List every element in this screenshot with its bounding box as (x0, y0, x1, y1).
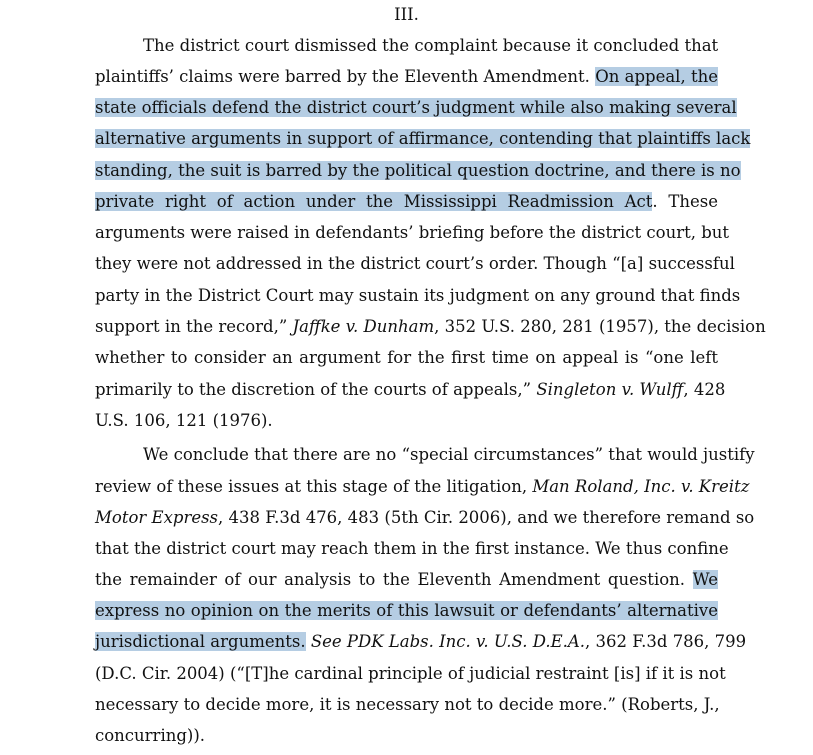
text-line: arguments were raised in defendants’ briefing before the district court, but (95, 223, 730, 242)
text-line: they were not addressed in the district court’s order. Though “[a] successful (95, 254, 735, 273)
text-line (95, 564, 718, 595)
highlighted-text[interactable]: alternative arguments in support of affirmance, contending that plaintiffs lack (95, 129, 751, 148)
text-run: primarily to the discretion of the courts of appeals,” (95, 380, 532, 399)
highlighted-text[interactable]: express no opinion on the merits of this lawsuit or defendants’ alternative (95, 601, 718, 620)
text-run: the remainder of our analysis to the Eleventh Amendment question. (95, 570, 686, 589)
section-heading: III. (394, 5, 419, 24)
text-line: whether to consider an argument for the first time on appeal is “one left (95, 348, 718, 367)
text-line (95, 123, 751, 154)
text-line (95, 155, 741, 186)
text-line (95, 186, 718, 217)
highlighted-text[interactable]: On appeal, the (595, 67, 718, 86)
highlighted-text[interactable]: state officials defend the district court’s judgment while also making several (95, 98, 737, 117)
case-citation: Motor Express (95, 508, 219, 527)
case-citation: Singleton v. Wulff (536, 380, 684, 399)
text-line (95, 471, 750, 502)
text-line (95, 311, 766, 342)
text-line: U.S. 106, 121 (1976). (95, 411, 273, 430)
text-line (95, 626, 747, 657)
text-line (95, 61, 718, 92)
text-line: (D.C. Cir. 2004) (“[T]he cardinal principle of judicial restraint [is] if it is not (95, 664, 726, 683)
highlighted-text[interactable]: standing, the suit is barred by the political question doctrine, and there is no (95, 161, 741, 180)
text-run: , 438 F.3d 476, 483 (5th Cir. 2006), and we therefore remand so (218, 508, 755, 527)
text-run: review of these issues at this stage of the litigation, (95, 477, 528, 496)
text-run: , 352 U.S. 280, 281 (1957), the decision (434, 317, 766, 336)
text-run: , 362 F.3d 786, 799 (585, 632, 747, 651)
text-line: concurring)). (95, 726, 206, 745)
text-run: support in the record,” (95, 317, 288, 336)
highlighted-text[interactable]: jurisdictional arguments. (95, 632, 306, 651)
text-line (95, 374, 726, 405)
text-run: plaintiffs’ claims were barred by the Eleventh Amendment. (95, 67, 590, 86)
text-line (95, 92, 737, 123)
highlighted-text[interactable]: We (692, 570, 718, 589)
text-run: . These (652, 192, 718, 211)
text-line: necessary to decide more, it is necessary not to decide more.” (Roberts, J., (95, 695, 720, 714)
case-citation: Man Roland, Inc. v. Kreitz (532, 477, 750, 496)
text-run: , 428 (683, 380, 726, 399)
text-line: that the district court may reach them in the first instance. We thus confine (95, 539, 729, 558)
highlighted-text[interactable]: private right of action under the Mississippi Readmission Act (95, 192, 653, 211)
text-line: We conclude that there are no “special circumstances” that would justify (143, 445, 755, 464)
case-citation: Jaffke v. Dunham (292, 317, 435, 336)
text-line (95, 502, 755, 533)
text-line: The district court dismissed the complaint because it concluded that (143, 36, 719, 55)
text-line: party in the District Court may sustain its judgment on any ground that finds (95, 286, 741, 305)
text-line (95, 595, 718, 626)
case-citation: See PDK Labs. Inc. v. U.S. D.E.A. (310, 632, 586, 651)
